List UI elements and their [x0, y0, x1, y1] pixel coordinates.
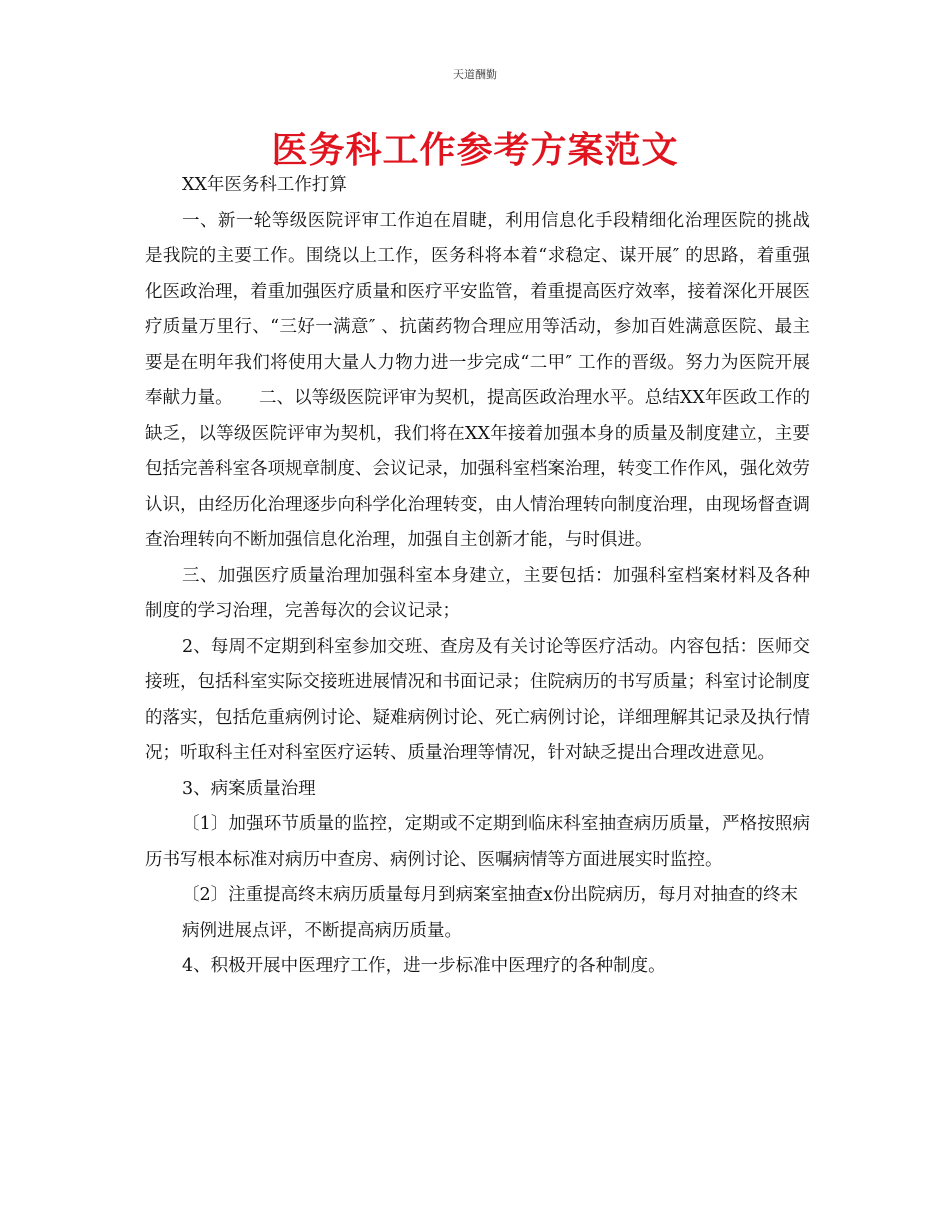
document-title: 医务科工作参考方案范文 — [271, 130, 679, 171]
paragraph-sub-2-cont: 病例进展点评，不断提高病历质量。 — [182, 920, 462, 941]
paragraph-item-4: 4、积极开展中医理疗工作，进一步标准中医理疗的各种制度。 — [182, 956, 666, 976]
paragraph-plan-heading: XX年医务科工作打算 — [182, 175, 347, 195]
paragraph-item-3: 3、病案质量治理 — [182, 778, 316, 799]
paragraph-3: 三、加强医疗质量治理加强科室本身建立，主要包括：加强科室档案材料及各种制度的学习治理，完善每次的会议记录； — [145, 565, 810, 621]
paragraph-item-2: 2、每周不定期到科室参加交班、查房及有关讨论等医疗活动。内容包括：医师交接班，包括科室实际交接班进展情况和书面记录；住院病历的书写质量；科室讨论制度的落实，包括危重病例讨论、疑难病例讨论、死亡病例讨论，详细理解其记录及执行情况；听取科主任对科室医疗运转、质量治理等情况，针对缺乏提出合理改进意见。 — [145, 636, 810, 763]
paragraph-1: 一、新一轮等级医院评审工作迫在眉睫，利用信息化手段精细化治理医院的挑战是我院的主要工作。围绕以上工作，医务科将本着“求稳定、谋开展″ 的思路，着重强化医政治理，着重加强医疗质量和医疗平安监管，着重提高医疗效率，接着深化开展医疗质量万里行、“三好一满意″ 、抗菌药物合理应用等活动，参加百姓满意医院、最主要是在明年我们将使用大量人力物力进一步完成“二甲″ 工作的晋级。努力为医院开展奉献力量。 二、以等级医院评审为契机，提高医政治理水平。总结XX年医政工作的缺乏，以等级医院评审为契机，我们将在XX年接着加强本身的质量及制度建立，主要包括完善科室各项规章制度、会议记录，加强科室档案治理，转变工作作风，强化效劳认识，由经历化治理逐步向科学化治理转变，由人情治理转向制度治理，由现场督查调查治理转向不断加强信息化治理，加强自主创新才能，与时俱进。 — [145, 210, 810, 550]
paragraph-sub-1: 〔1〕加强环节质量的监控，定期或不定期到临床科室抽查病历质量，严格按照病历书写根本标准对病历中查房、病例讨论、医嘱病情等方面进展实时监控。 — [145, 814, 810, 870]
document-body — [145, 168, 810, 985]
page-header: 天道酬勤 — [453, 68, 497, 81]
paragraph-sub-2: 〔2〕注重提高终末病历质量每月到病案室抽查x份出院病历，每月对抽查的终末 — [182, 885, 799, 905]
